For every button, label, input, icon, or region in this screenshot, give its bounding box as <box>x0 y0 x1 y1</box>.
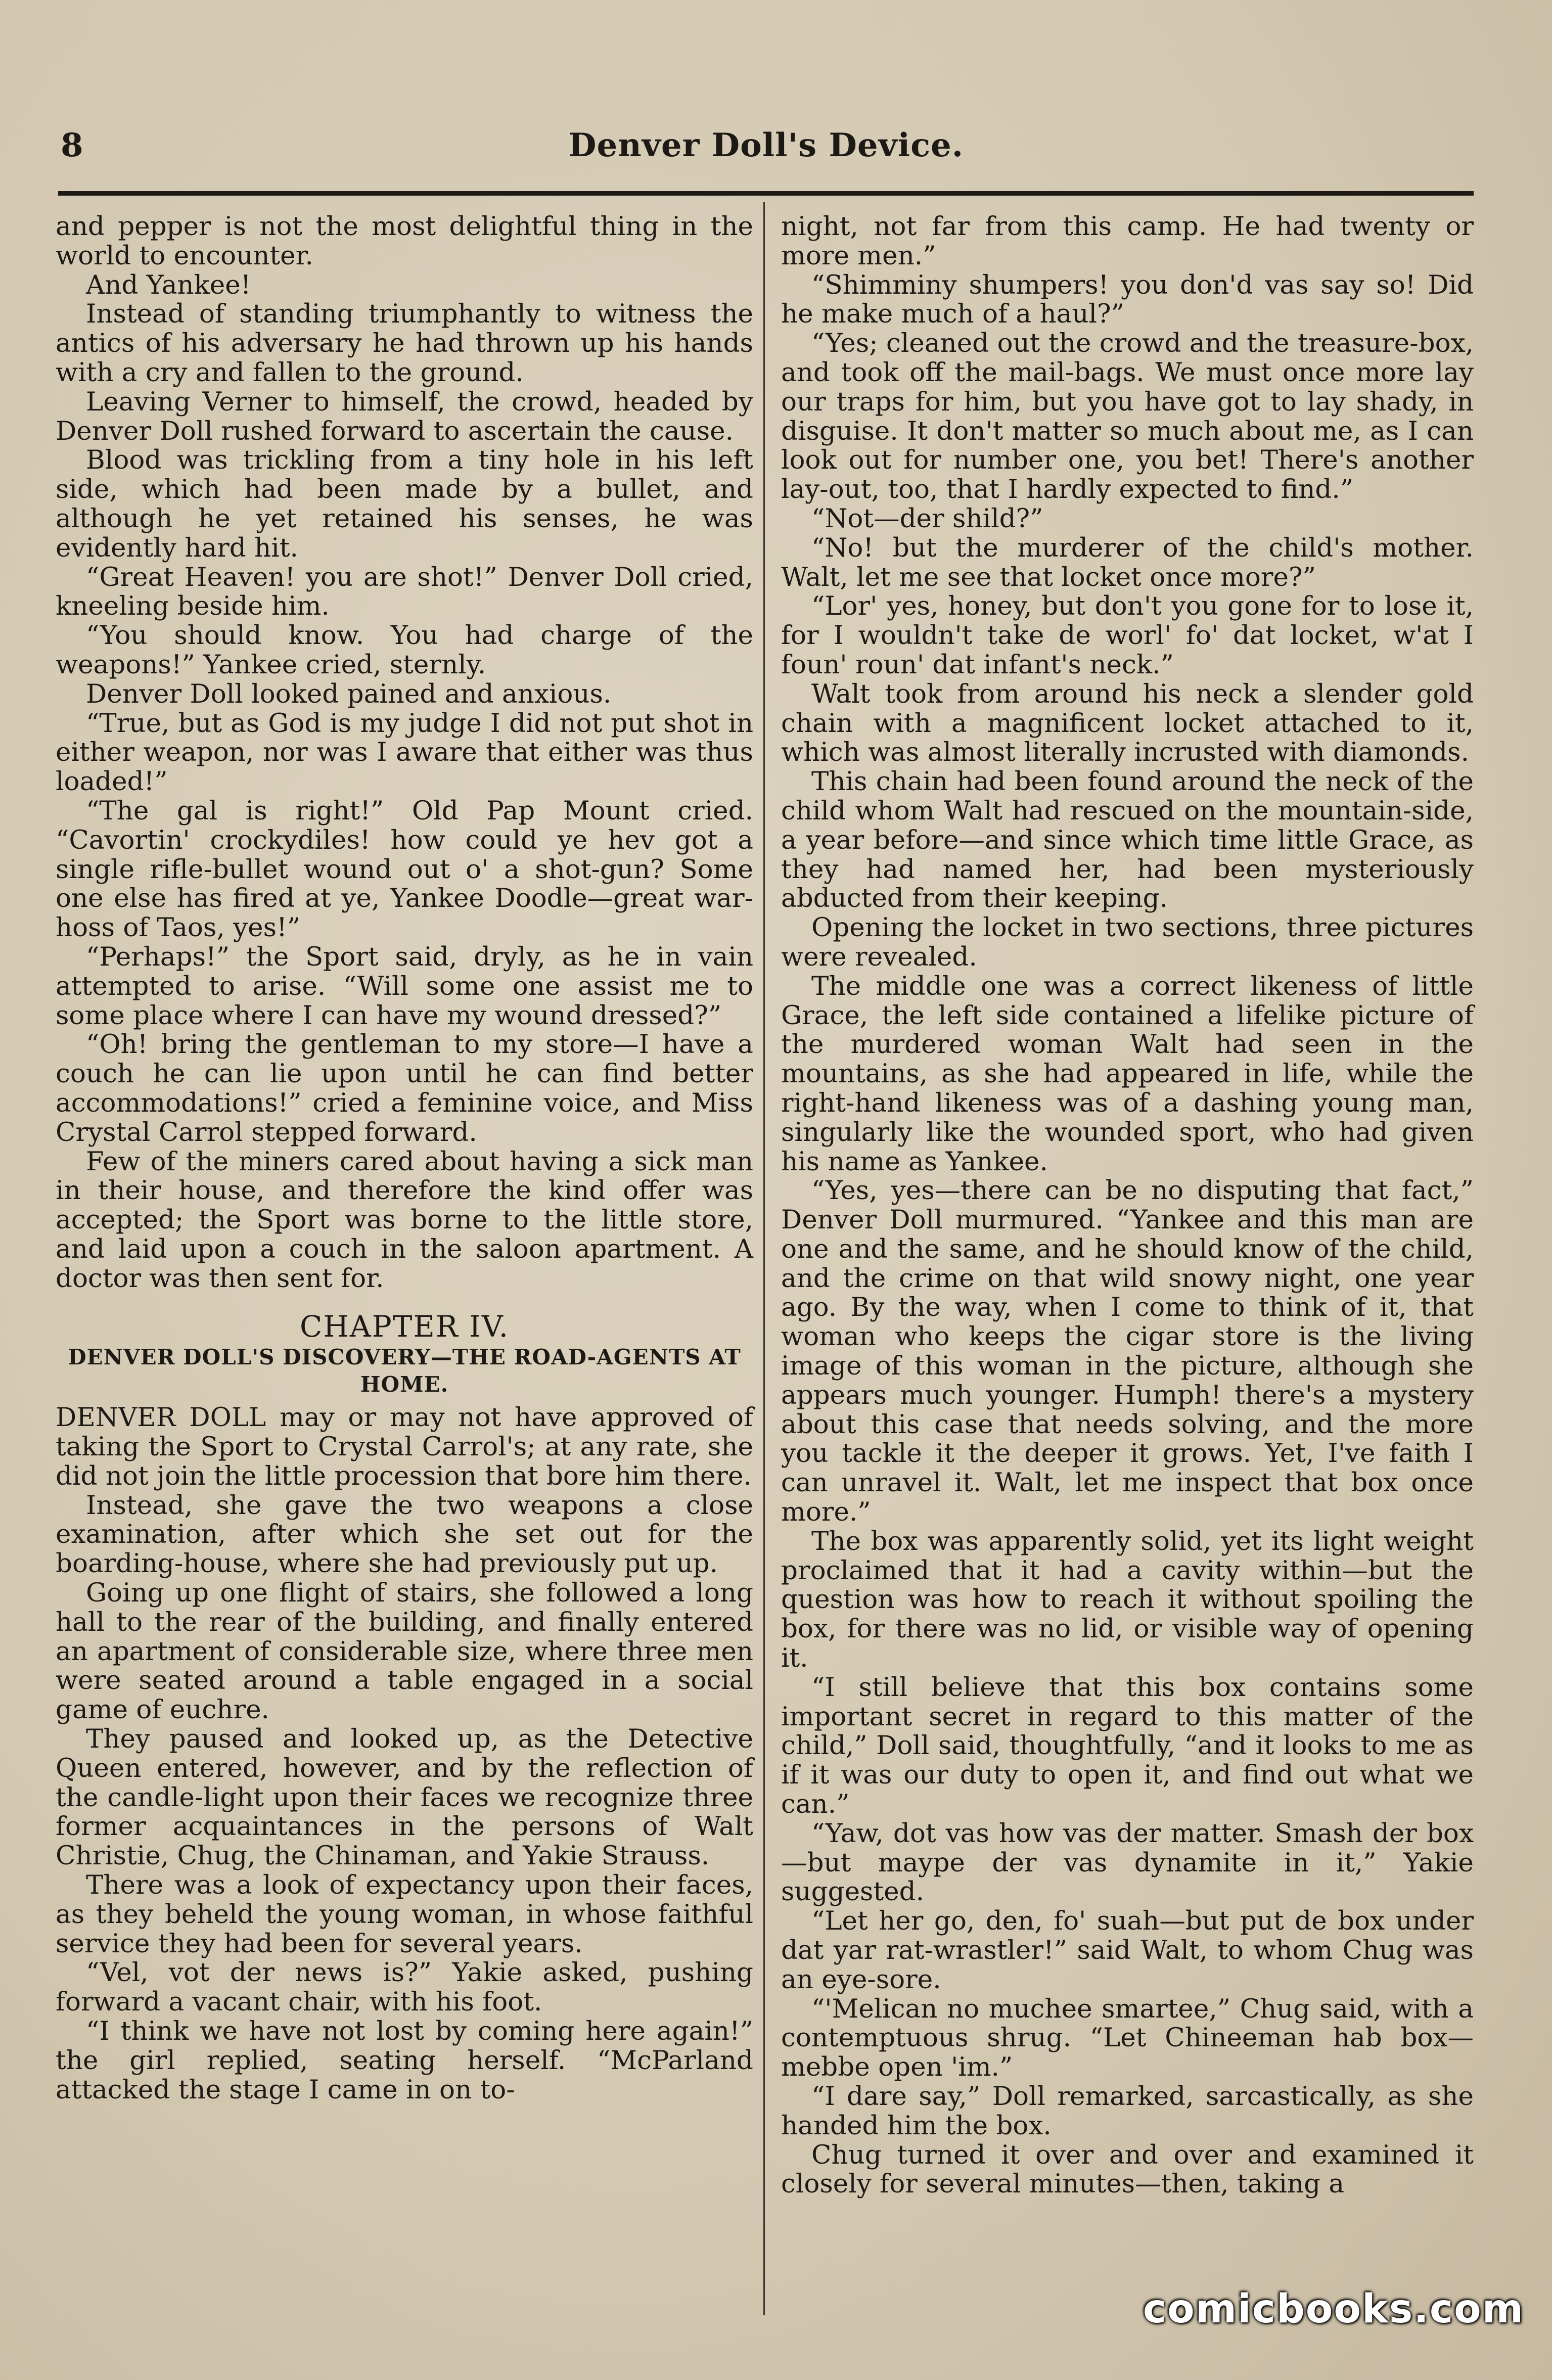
paragraph: “'Melican no muchee smartee,” Chug said, with a contemptuous shrug. “Let Chineeman hab box—mebbe open 'im.” <box>781 1993 1474 2083</box>
paragraph: “The gal is right!” Old Pap Mount cried. “Cavortin' crockydiles! how could ye hev got a single rifle-bullet wound out o' a shot-gun? Some one else has fired at ye, Yankee Doodle—great war-hoss of Taos, yes!” <box>56 795 753 943</box>
chapter-title: CHAPTER IV. <box>299 1309 510 1344</box>
left-column <box>56 212 753 2104</box>
paragraph: “Perhaps!” the Sport said, dryly, as he in vain attempted to arise. “Will some one assist me to some place where I can have my wound dressed?” <box>56 941 753 1031</box>
paragraph: Denver Doll looked pained and anxious. <box>86 678 612 709</box>
paragraph: Walt took from around his neck a slender gold chain with a magnificent locket attached to it, which was almost literally incrusted with diamonds. <box>781 678 1474 768</box>
paragraph: “Lor' yes, honey, but don't you gone for to lose it, for I wouldn't take de worl' fo' dat locket, w'at I foun' roun' dat infant's neck.” <box>781 591 1474 680</box>
paragraph: and pepper is not the most delightful thing in the world to encounter. <box>56 211 753 271</box>
paragraph: They paused and looked up, as the Detective Queen entered, however, and by the reflection of the candle-light upon their faces we recognize three former acquaintances in the persons of Walt Christie, Chug, the Chinaman, and Yakie Strauss. <box>56 1724 753 1871</box>
paragraph: Chug turned it over and over and examined it closely for several minutes—then, taking a <box>781 2139 1474 2200</box>
column-divider <box>763 202 765 2315</box>
paragraph: There was a look of expectancy upon their faces, as they beheld the young woman, in whose faithful service they had been for several years. <box>56 1870 753 1959</box>
paragraph: “Not—der shild?” <box>811 503 1043 534</box>
paragraph: This chain had been found around the neck of the child whom Walt had rescued on the mountain-side, a year before—and since which time little Grace, as they had named her, had been mysteriously abducted from their keeping. <box>781 766 1474 914</box>
paragraph: “Yes, yes—there can be no disputing that fact,” Denver Doll murmured. “Yankee and this man are one and the same, and he should know of the child, and the crime on that wild snowy night, one year ago. By the way, when I come to think of it, that woman who keeps the cigar store is the living image of this woman in the picture, although she appears much younger. Humph! there's a mystery about this case that needs solving, and the more you tackle it the deeper it grows. Yet, I've faith I can unravel it. Walt, let me inspect that box once more.” <box>781 1175 1474 1528</box>
header-rule <box>58 191 1474 196</box>
paragraph: “Let her go, den, fo' suah—but put de box under dat yar rat-wrastler!” said Walt, to whom Chug was an eye-sore. <box>781 1906 1474 1995</box>
page-header <box>51 126 1481 172</box>
paragraph: Instead, she gave the two weapons a close examination, after which she set out for the boarding-house, where she had previously put up. <box>56 1490 753 1579</box>
paragraph: Leaving Verner to himself, the crowd, headed by Denver Doll rushed forward to ascertain the cause. <box>56 386 753 446</box>
paragraph: “Yaw, dot vas how vas der matter. Smash der box—but maype der vas dynamite in it,” Yakie suggested. <box>781 1818 1474 1907</box>
paragraph: “I still believe that this box contains some important secret in regard to this matter of the child,” Doll said, thoughtfully, “and it looks to me as if it was our duty to open it, and find out what we can.” <box>781 1672 1474 1820</box>
paragraph: “Shimminy shumpers! you don'd vas say so! Did he make much of a haul?” <box>781 269 1474 330</box>
paragraph: And Yankee! <box>86 269 251 300</box>
paragraph: night, not far from this camp. He had twenty or more men.” <box>781 211 1474 271</box>
chapter-subtitle: DENVER DOLL'S DISCOVERY—THE ROAD-AGENTS AT HOME. <box>68 1345 741 1397</box>
paragraph: “True, but as God is my judge I did not put shot in either weapon, nor was I aware that either was thus loaded!” <box>56 708 753 797</box>
paragraph: “I think we have not lost by coming here again!” the girl replied, seating herself. “McParland attacked the stage I came in on to- <box>56 2016 753 2105</box>
paragraph: Going up one flight of stairs, she followed a long hall to the rear of the building, and finally entered an apartment of considerable size, where three men were seated around a table engaged in a social game of euchre. <box>56 1578 753 1725</box>
right-column <box>781 212 1474 2199</box>
paragraph: The box was apparently solid, yet its light weight proclaimed that it had a cavity within—but the question was how to reach it without spoiling the box, for there was no lid, or visible way of opening it. <box>781 1526 1474 1674</box>
page-number: 8 <box>61 126 83 164</box>
paragraph: “Vel, vot der news is?” Yakie asked, pushing forward a vacant chair, with his foot. <box>56 1957 753 2018</box>
paragraph: Instead of standing triumphantly to witness the antics of his adversary he had thrown up his hands with a cry and fallen to the ground. <box>56 299 753 388</box>
paragraph: The middle one was a correct likeness of little Grace, the left side contained a lifelike picture of the murdered woman Walt had seen in the mountains, as she had appeared in life, while the right-hand likeness was of a dashing young man, singularly like the wounded sport, who had given his name as Yankee. <box>781 971 1474 1177</box>
paragraph: “I dare say,” Doll remarked, sarcastically, as she handed him the box. <box>781 2081 1474 2141</box>
watermark: comicbooks.com <box>1143 2286 1524 2332</box>
paragraph: “Great Heaven! you are shot!” Denver Doll cried, kneeling beside him. <box>56 562 753 622</box>
running-title: Denver Doll's Device. <box>568 126 964 164</box>
paragraph: “No! but the murderer of the child's mother. Walt, let me see that locket once more?” <box>781 532 1474 592</box>
paragraph: DENVER DOLL may or may not have approved of taking the Sport to Crystal Carrol's; at any rate, she did not join the little procession that bore him there. <box>56 1402 753 1491</box>
paragraph: “Oh! bring the gentleman to my store—I have a couch he can lie upon until he can find better accommodations!” cried a feminine voice, and Miss Crystal Carrol stepped forward. <box>56 1029 753 1148</box>
paragraph: Opening the locket in two sections, three pictures were revealed. <box>781 912 1474 972</box>
paragraph: “You should know. You had charge of the weapons!” Yankee cried, sternly. <box>56 620 753 680</box>
paragraph: “Yes; cleaned out the crowd and the treasure-box, and took off the mail-bags. We must once more lay our traps for him, but you have got to lay shady, in disguise. It don't matter so much about me, as I can look out for number one, you bet! There's another lay-out, too, that I hardly expected to find.” <box>781 328 1474 505</box>
paragraph: Few of the miners cared about having a sick man in their house, and therefore the kind offer was accepted; the Sport was borne to the little store, and laid upon a couch in the saloon apartment. A doctor was then sent for. <box>56 1146 753 1294</box>
paragraph: Blood was trickling from a tiny hole in his left side, which had been made by a bullet, and although he yet retained his senses, he was evidently hard hit. <box>56 445 753 563</box>
